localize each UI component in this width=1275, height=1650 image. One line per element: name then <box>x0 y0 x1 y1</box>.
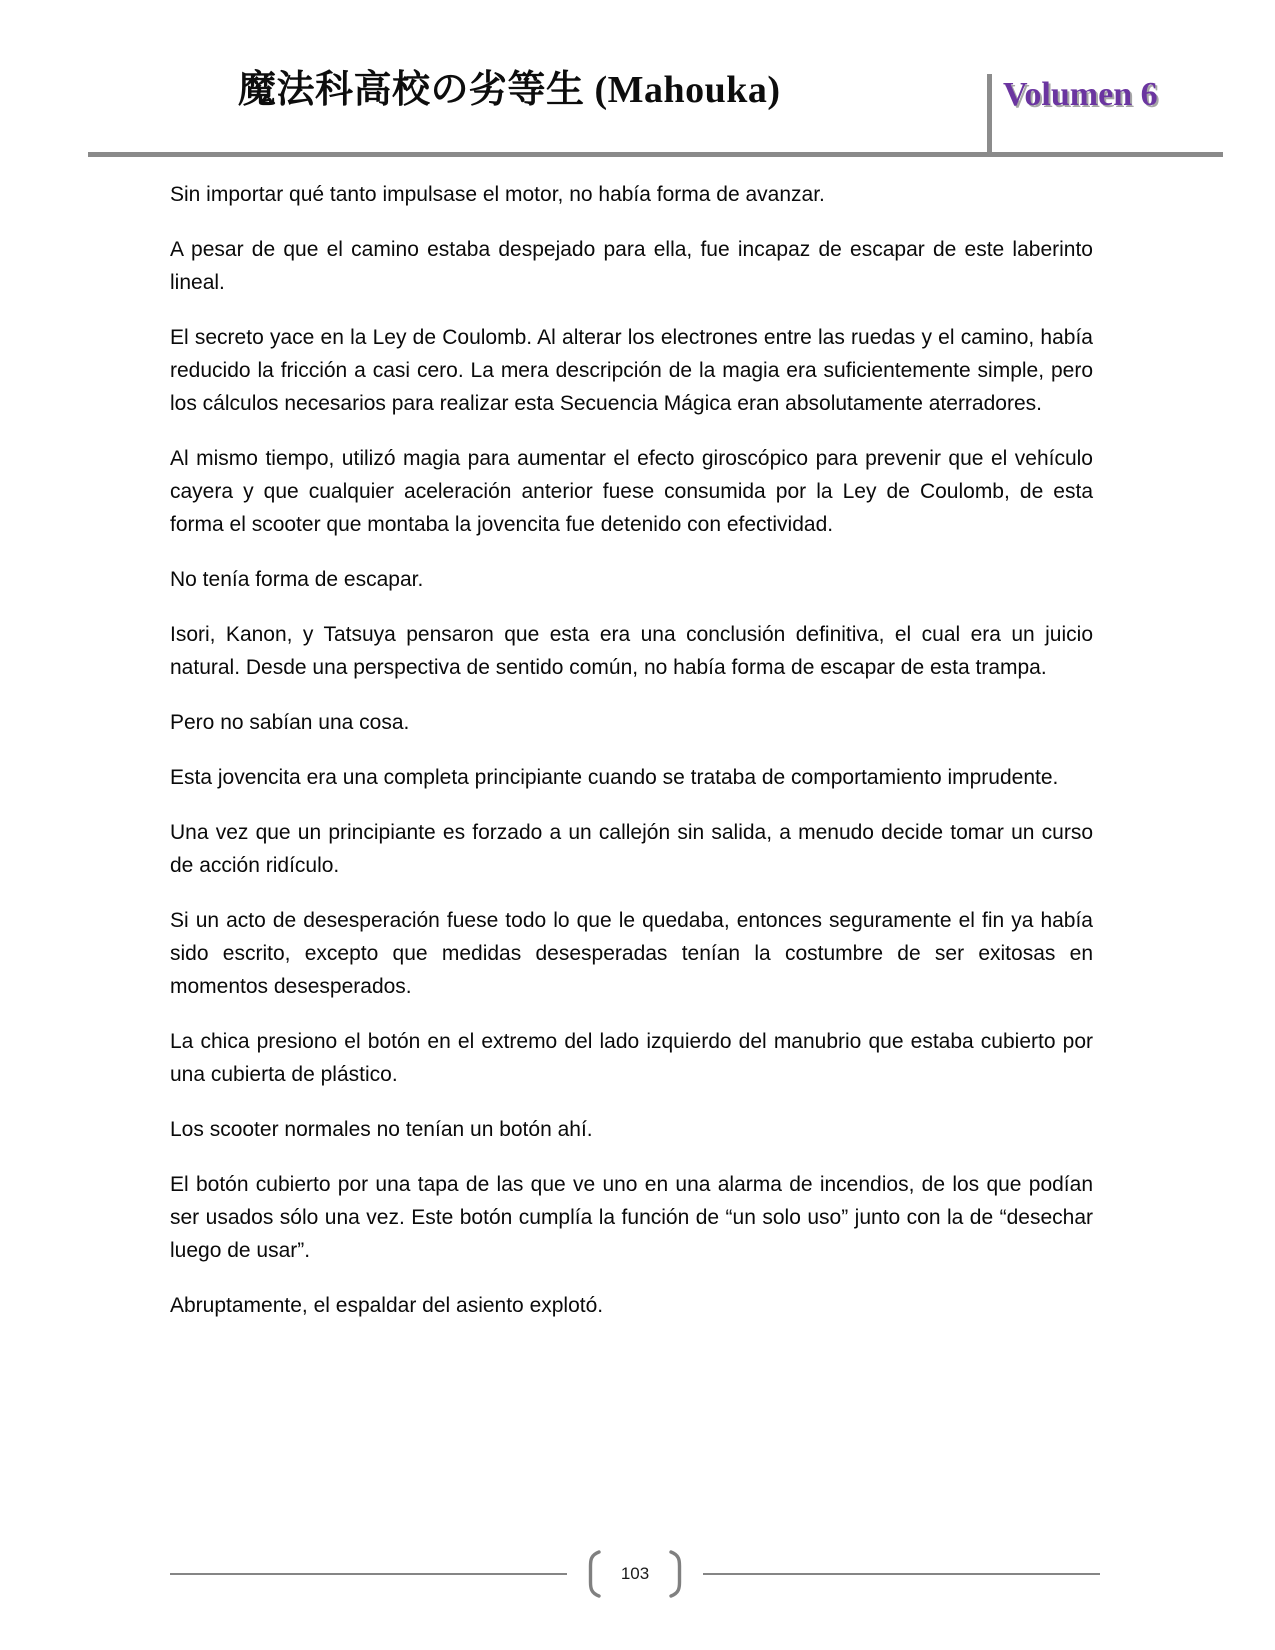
page-number-bracket-left-icon <box>585 1549 601 1599</box>
page-footer <box>170 1548 1100 1600</box>
paragraph: Sin importar qué tanto impulsase el motor, no había forma de avanzar. <box>170 183 825 206</box>
paragraph: El botón cubierto por una tapa de las que ve uno en una alarma de incendios, de los que podían ser usados sólo una vez. Este botón cumplía la función de “un solo uso” junto con la de “desechar luego de usar”. <box>170 1173 1093 1262</box>
header-divider-bar <box>987 74 992 153</box>
volume-label: Volumen 6 <box>1003 76 1158 113</box>
paragraph: Al mismo tiempo, utilizó magia para aumentar el efecto giroscópico para prevenir que el vehículo cayera y que cualquier aceleración anterior fuese consumida por la Ley de Coulomb, de esta forma el scooter que montaba la jovencita fue detenido con efectividad. <box>170 447 1093 536</box>
paragraph: No tenía forma de escapar. <box>170 568 424 591</box>
paragraph: A pesar de que el camino estaba despejado para ella, fue incapaz de escapar de este laberinto lineal. <box>170 238 1093 294</box>
page-number-bracket-right-icon <box>669 1549 685 1599</box>
paragraph: El secreto yace en la Ley de Coulomb. Al alterar los electrones entre las ruedas y el camino, había reducido la fricción a casi cero. La mera descripción de la magia era suficientemente simple, pero los cálculos necesarios para realizar esta Secuencia Mágica eran absolutamente aterradores. <box>170 326 1093 415</box>
paragraph: Los scooter normales no tenían un botón ahí. <box>170 1118 593 1141</box>
header-rule <box>88 152 1223 157</box>
paragraph: Isori, Kanon, y Tatsuya pensaron que esta era una conclusión definitiva, el cual era un juicio natural. Desde una perspectiva de sentido común, no había forma de escapar de esta trampa. <box>170 623 1093 679</box>
page-number: 103 <box>620 1564 650 1583</box>
paragraph: Pero no sabían una cosa. <box>170 711 410 734</box>
paragraph: Abruptamente, el espaldar del asiento explotó. <box>170 1294 604 1317</box>
paragraph: Si un acto de desesperación fuese todo lo que le quedaba, entonces seguramente el fin ya había sido escrito, excepto que medidas desesperadas tenían la costumbre de ser exitosas en momentos desesperados. <box>170 909 1093 998</box>
body-text <box>170 178 1093 1344</box>
paragraph: La chica presiono el botón en el extremo del lado izquierdo del manubrio que estaba cubierto por una cubierta de plástico. <box>170 1030 1093 1086</box>
footer-line-left <box>170 1573 567 1575</box>
footer-line-right <box>703 1573 1100 1575</box>
paragraph: Una vez que un principiante es forzado a un callejón sin salida, a menudo decide tomar un curso de acción ridículo. <box>170 821 1093 877</box>
paragraph: Esta jovencita era una completa principiante cuando se trataba de comportamiento imprudente. <box>170 766 1059 789</box>
document-title: 魔法科高校の劣等生 (Mahouka) <box>238 69 781 111</box>
